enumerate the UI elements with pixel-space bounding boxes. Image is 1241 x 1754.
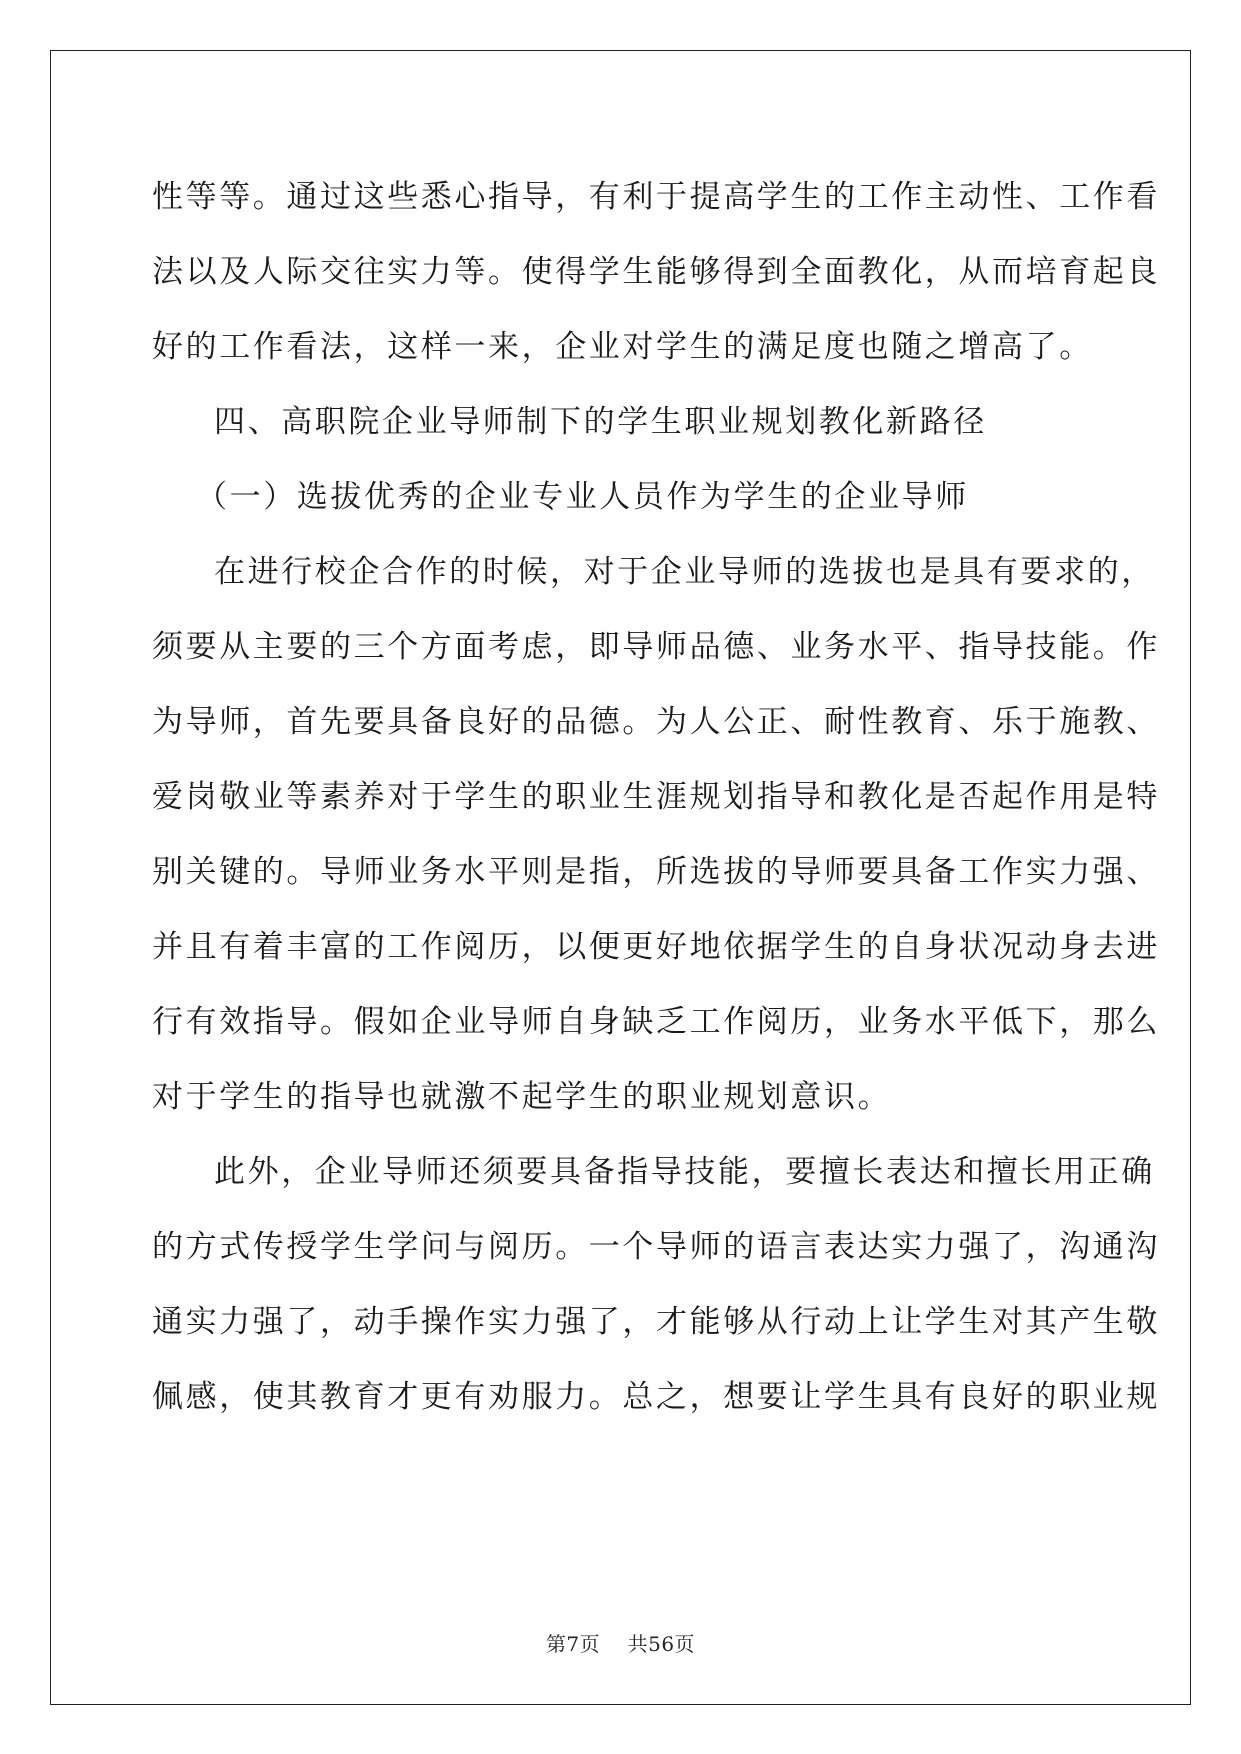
text-line: 为导师，首先要具备良好的品德。为人公正、耐性教育、乐于施教、 — [152, 704, 1160, 740]
text-line: 对于学生的指导也就激不起学生的职业规划意识。 — [152, 1079, 892, 1115]
text-line: 爱岗敬业等素养对于学生的职业生涯规划指导和教化是否起作用是特 — [152, 779, 1160, 815]
text-line: 并且有着丰富的工作阅历，以便更好地依据学生的自身状况动身去进 — [152, 929, 1160, 965]
text-line: 佩感，使其教育才更有劝服力。总之，想要让学生具有良好的职业规 — [152, 1379, 1160, 1415]
page-footer — [0, 1628, 1241, 1657]
text-line: 性等等。通过这些悉心指导，有利于提高学生的工作主动性、工作看 — [152, 179, 1160, 215]
text-line: 通实力强了，动手操作实力强了，才能够从行动上让学生对其产生敬 — [152, 1304, 1160, 1340]
page-total: 共56页 — [627, 1632, 696, 1656]
text-line: 的方式传授学生学问与阅历。一个导师的语言表达实力强了，沟通沟 — [152, 1229, 1160, 1265]
document-body — [152, 160, 1160, 1435]
text-line: 此外，企业导师还须要具备指导技能，要擅长表达和擅长用正确 — [214, 1154, 1155, 1190]
subsection-heading: （一）选拔优秀的企业专业人员作为学生的企业导师 — [196, 479, 969, 515]
text-line: 行有效指导。假如企业导师自身缺乏工作阅历，业务水平低下，那么 — [152, 1004, 1160, 1040]
text-line: 好的工作看法，这样一来，企业对学生的满足度也随之增高了。 — [152, 329, 1093, 365]
section-heading: 四、高职院企业导师制下的学生职业规划教化新路径 — [214, 404, 987, 440]
text-line: 须要从主要的三个方面考虑，即导师品德、业务水平、指导技能。作 — [152, 629, 1160, 665]
text-line: 在进行校企合作的时候，对于企业导师的选拔也是具有要求的， — [214, 554, 1155, 590]
page-number: 第7页 — [545, 1632, 601, 1656]
text-line: 法以及人际交往实力等。使得学生能够得到全面教化，从而培育起良 — [152, 254, 1160, 290]
text-line: 别关键的。导师业务水平则是指，所选拔的导师要具备工作实力强、 — [152, 854, 1160, 890]
